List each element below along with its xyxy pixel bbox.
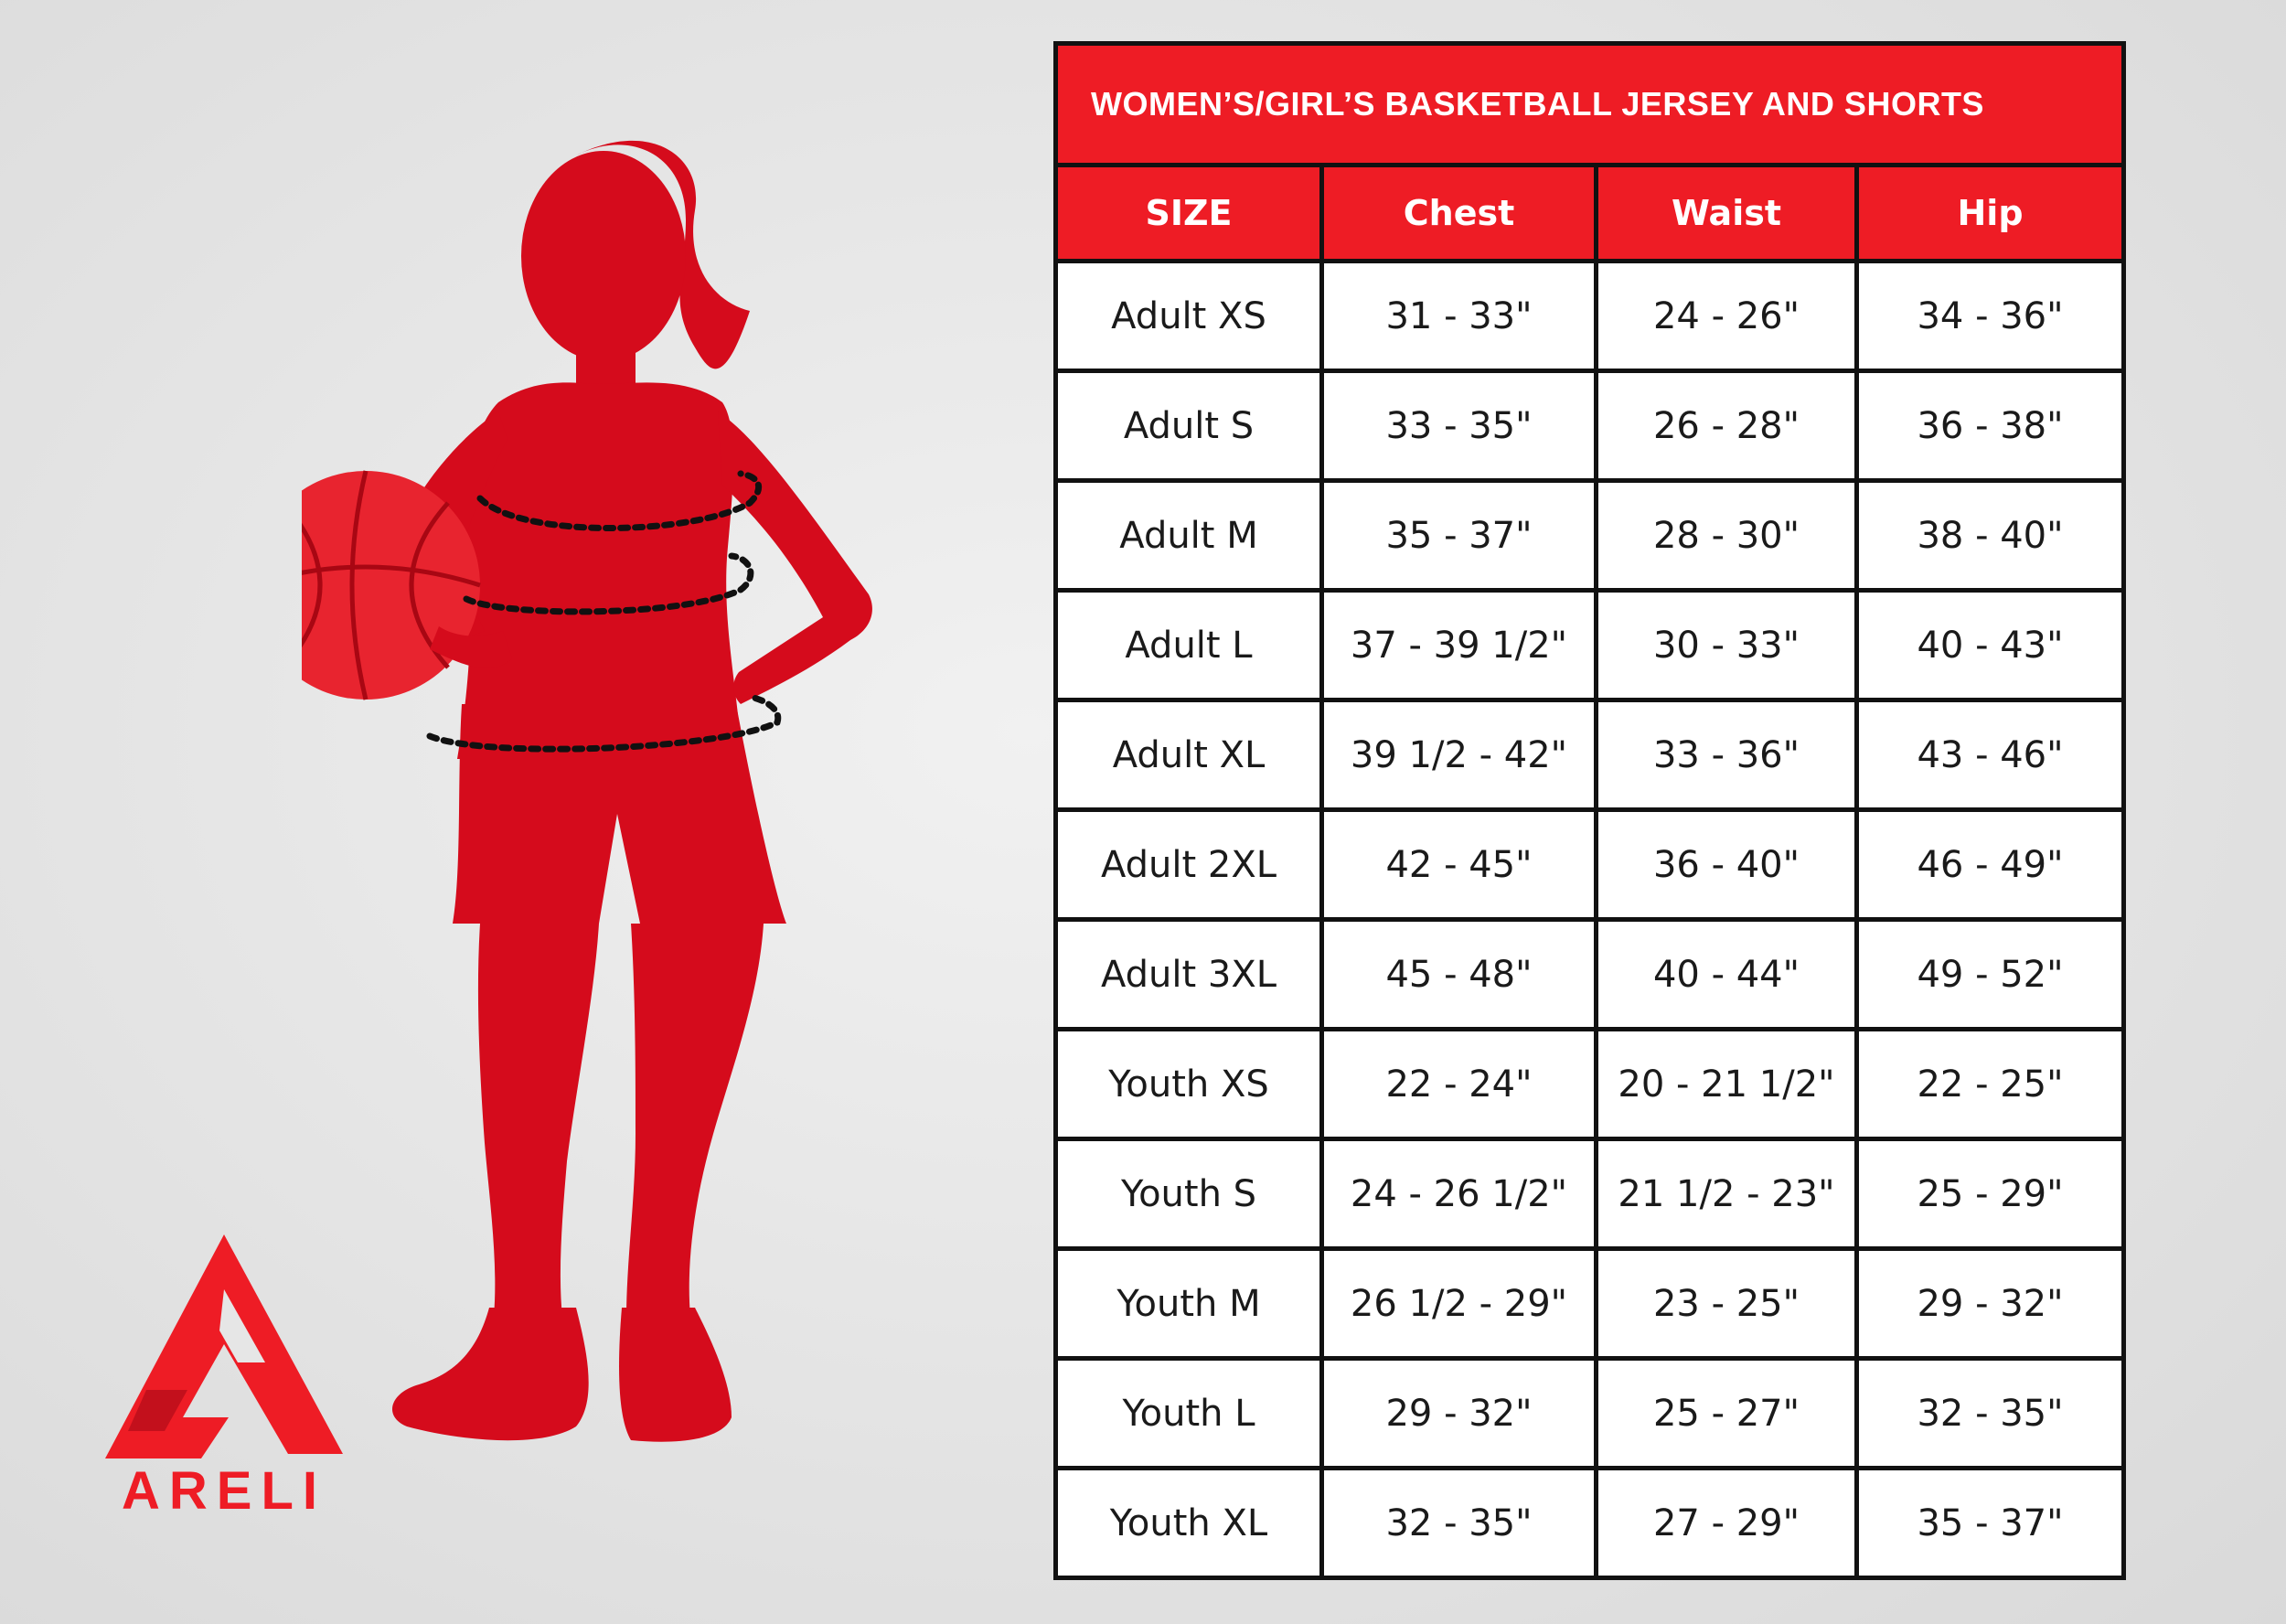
hip-cell: 46 - 49" [1857, 810, 2124, 920]
chest-cell: 31 - 33" [1322, 262, 1597, 371]
svg-text:ARELI: ARELI [122, 1461, 326, 1518]
waist-cell: 33 - 36" [1597, 700, 1857, 810]
size-cell: Youth M [1056, 1249, 1322, 1359]
chest-cell: 33 - 35" [1322, 371, 1597, 481]
player-silhouette [302, 119, 924, 1472]
chest-cell: 26 1/2 - 29" [1322, 1249, 1597, 1359]
hip-cell: 22 - 25" [1857, 1030, 2124, 1139]
waist-cell: 20 - 21 1/2" [1597, 1030, 1857, 1139]
table-row [1056, 700, 2124, 810]
hip-cell: 25 - 29" [1857, 1139, 2124, 1249]
brand-logo [91, 1234, 357, 1518]
chest-cell: 39 1/2 - 42" [1322, 700, 1597, 810]
table-title: WOMEN’S/GIRL’S BASKETBALL JERSEY AND SHORTS [1056, 44, 2124, 166]
table-row [1056, 1469, 2124, 1578]
chest-cell: 24 - 26 1/2" [1322, 1139, 1597, 1249]
chest-cell: 37 - 39 1/2" [1322, 591, 1597, 700]
size-cell: Youth XL [1056, 1469, 1322, 1578]
table-row [1056, 262, 2124, 371]
waist-cell: 23 - 25" [1597, 1249, 1857, 1359]
table-header-row [1056, 166, 2124, 262]
hip-cell: 40 - 43" [1857, 591, 2124, 700]
chest-cell: 45 - 48" [1322, 920, 1597, 1030]
waist-cell: 26 - 28" [1597, 371, 1857, 481]
waist-cell: 36 - 40" [1597, 810, 1857, 920]
waist-cell: 30 - 33" [1597, 591, 1857, 700]
table-row [1056, 1249, 2124, 1359]
chest-cell: 29 - 32" [1322, 1359, 1597, 1469]
header-waist: Waist [1597, 166, 1857, 262]
table-row [1056, 591, 2124, 700]
hip-cell: 34 - 36" [1857, 262, 2124, 371]
waist-cell: 24 - 26" [1597, 262, 1857, 371]
size-cell: Adult XS [1056, 262, 1322, 371]
waist-cell: 28 - 30" [1597, 481, 1857, 591]
hip-cell: 32 - 35" [1857, 1359, 2124, 1469]
size-cell: Adult XL [1056, 700, 1322, 810]
table-row [1056, 371, 2124, 481]
waist-cell: 25 - 27" [1597, 1359, 1857, 1469]
chest-cell: 32 - 35" [1322, 1469, 1597, 1578]
table-row [1056, 1030, 2124, 1139]
size-cell: Youth L [1056, 1359, 1322, 1469]
table-row [1056, 1139, 2124, 1249]
header-hip: Hip [1857, 166, 2124, 262]
chest-cell: 42 - 45" [1322, 810, 1597, 920]
header-chest: Chest [1322, 166, 1597, 262]
chest-cell: 22 - 24" [1322, 1030, 1597, 1139]
waist-cell: 40 - 44" [1597, 920, 1857, 1030]
hip-cell: 35 - 37" [1857, 1469, 2124, 1578]
size-cell: Adult L [1056, 591, 1322, 700]
table-row [1056, 481, 2124, 591]
size-cell: Adult M [1056, 481, 1322, 591]
size-cell: Youth XS [1056, 1030, 1322, 1139]
header-size: SIZE [1056, 166, 1322, 262]
hip-cell: 29 - 32" [1857, 1249, 2124, 1359]
size-chart-table [1053, 41, 2126, 1580]
size-cell: Youth S [1056, 1139, 1322, 1249]
hip-cell: 38 - 40" [1857, 481, 2124, 591]
table-row [1056, 810, 2124, 920]
chest-cell: 35 - 37" [1322, 481, 1597, 591]
table-title-row [1056, 44, 2124, 166]
size-cell: Adult 3XL [1056, 920, 1322, 1030]
waist-cell: 27 - 29" [1597, 1469, 1857, 1578]
waist-cell: 21 1/2 - 23" [1597, 1139, 1857, 1249]
hip-cell: 43 - 46" [1857, 700, 2124, 810]
size-cell: Adult 2XL [1056, 810, 1322, 920]
table-row [1056, 920, 2124, 1030]
hip-cell: 49 - 52" [1857, 920, 2124, 1030]
size-cell: Adult S [1056, 371, 1322, 481]
table-row [1056, 1359, 2124, 1469]
hip-cell: 36 - 38" [1857, 371, 2124, 481]
